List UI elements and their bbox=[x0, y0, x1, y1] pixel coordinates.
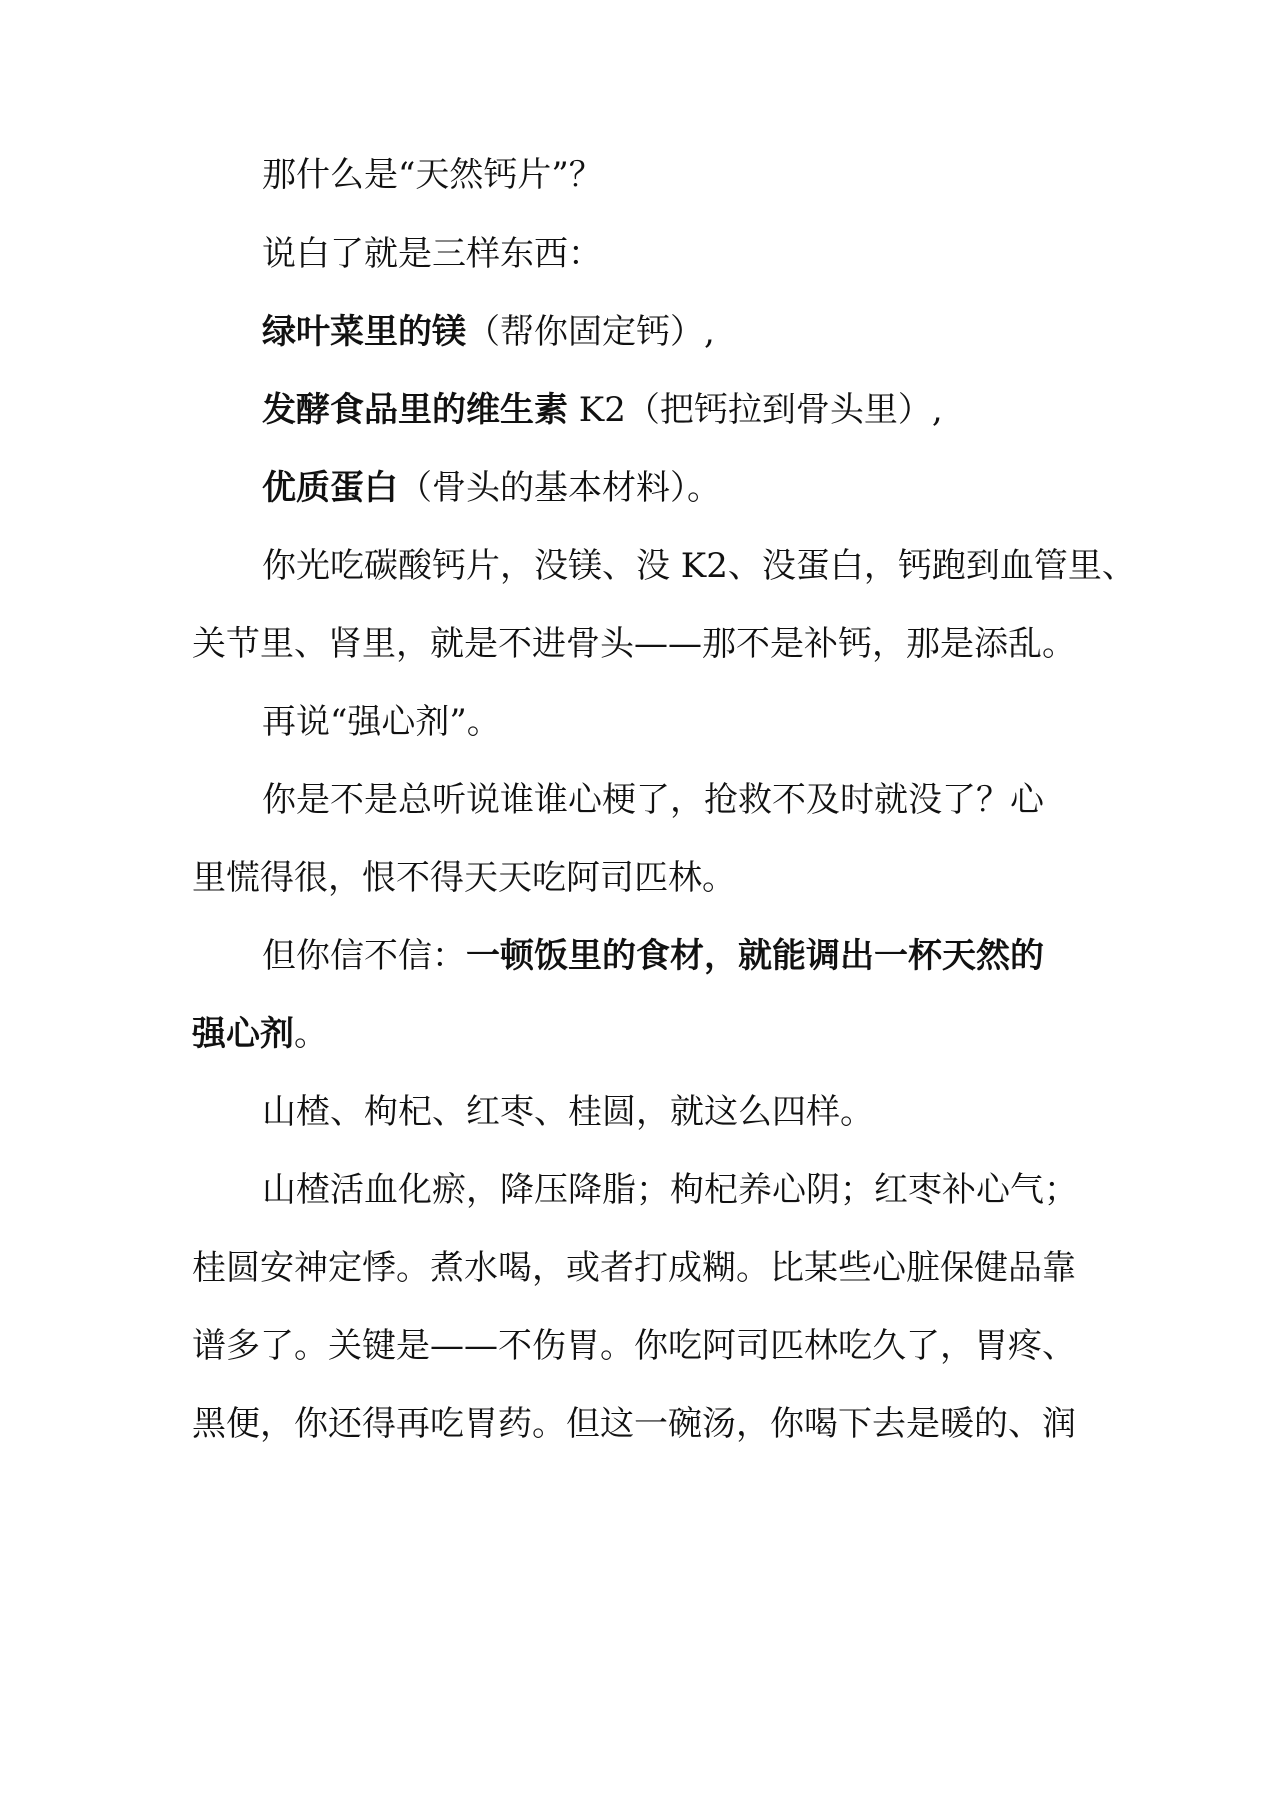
paragraph-heart-tonic-intro bbox=[262, 702, 501, 742]
paragraph-natural-tonic-line1 bbox=[262, 936, 1044, 976]
paragraph-three-things bbox=[262, 234, 602, 274]
text-run: 里慌得很，恨不得天天吃阿司匹林。 bbox=[192, 858, 736, 898]
text-run: 你光吃碳酸钙片，没镁、没 K2、没蛋白，钙跑到血管里、 bbox=[262, 546, 1136, 586]
paragraph-ingredient-effects-line2 bbox=[192, 1248, 1076, 1288]
text-run: 黑便，你还得再吃胃药。但这一碗汤，你喝下去是暖的、润 bbox=[192, 1404, 1076, 1444]
bold-text: 一顿饭里的食材，就能调出一杯天然的 bbox=[466, 936, 1044, 976]
paragraph-magnesium bbox=[262, 312, 715, 352]
paragraph-calcium-tablet-line2 bbox=[192, 624, 1076, 664]
paragraph-ingredient-effects-line1 bbox=[262, 1170, 1078, 1210]
paragraph-natural-calcium-question bbox=[262, 155, 603, 195]
text-run: 说白了就是三样东西： bbox=[262, 234, 602, 274]
paragraph-aspirin-line1 bbox=[262, 780, 1044, 820]
text-run: （帮你固定钙）, bbox=[466, 312, 715, 352]
bold-text: 发酵食品里的维生素 bbox=[262, 390, 568, 430]
text-run: 山楂活血化瘀，降压降脂；枸杞养心阴；红枣补心气； bbox=[262, 1170, 1078, 1210]
bold-text: 优质蛋白 bbox=[262, 468, 398, 508]
paragraph-vitamin-k2 bbox=[262, 390, 943, 430]
bold-text: 绿叶菜里的镁 bbox=[262, 312, 466, 352]
paragraph-four-ingredients bbox=[262, 1092, 874, 1132]
paragraph-calcium-tablet-line1 bbox=[262, 546, 1136, 586]
text-run: 再说“强心剂”。 bbox=[262, 702, 501, 742]
text-run: 山楂、枸杞、红枣、桂圆，就这么四样。 bbox=[262, 1092, 874, 1132]
text-run: 你是不是总听说谁谁心梗了，抢救不及时就没了？心 bbox=[262, 780, 1044, 820]
paragraph-protein bbox=[262, 468, 721, 508]
paragraph-ingredient-effects-line4 bbox=[192, 1404, 1076, 1444]
paragraph-natural-tonic-line2 bbox=[192, 1014, 328, 1054]
text-run: 那什么是“天然钙片”？ bbox=[262, 155, 603, 195]
text-run: 桂圆安神定悸。煮水喝，或者打成糊。比某些心脏保健品靠 bbox=[192, 1248, 1076, 1288]
bold-text: 强心剂 bbox=[192, 1014, 294, 1054]
text-run: K2 bbox=[568, 390, 626, 430]
text-run: 关节里、肾里，就是不进骨头——那不是补钙，那是添乱。 bbox=[192, 624, 1076, 664]
text-run: （把钙拉到骨头里）, bbox=[625, 390, 943, 430]
paragraph-ingredient-effects-line3 bbox=[192, 1326, 1076, 1366]
text-run: （骨头的基本材料）。 bbox=[398, 468, 721, 508]
paragraph-aspirin-line2 bbox=[192, 858, 736, 898]
text-run: 但你信不信： bbox=[262, 936, 466, 976]
text-run: 谱多了。关键是——不伤胃。你吃阿司匹林吃久了，胃疼、 bbox=[192, 1326, 1076, 1366]
text-run: 。 bbox=[294, 1014, 328, 1054]
